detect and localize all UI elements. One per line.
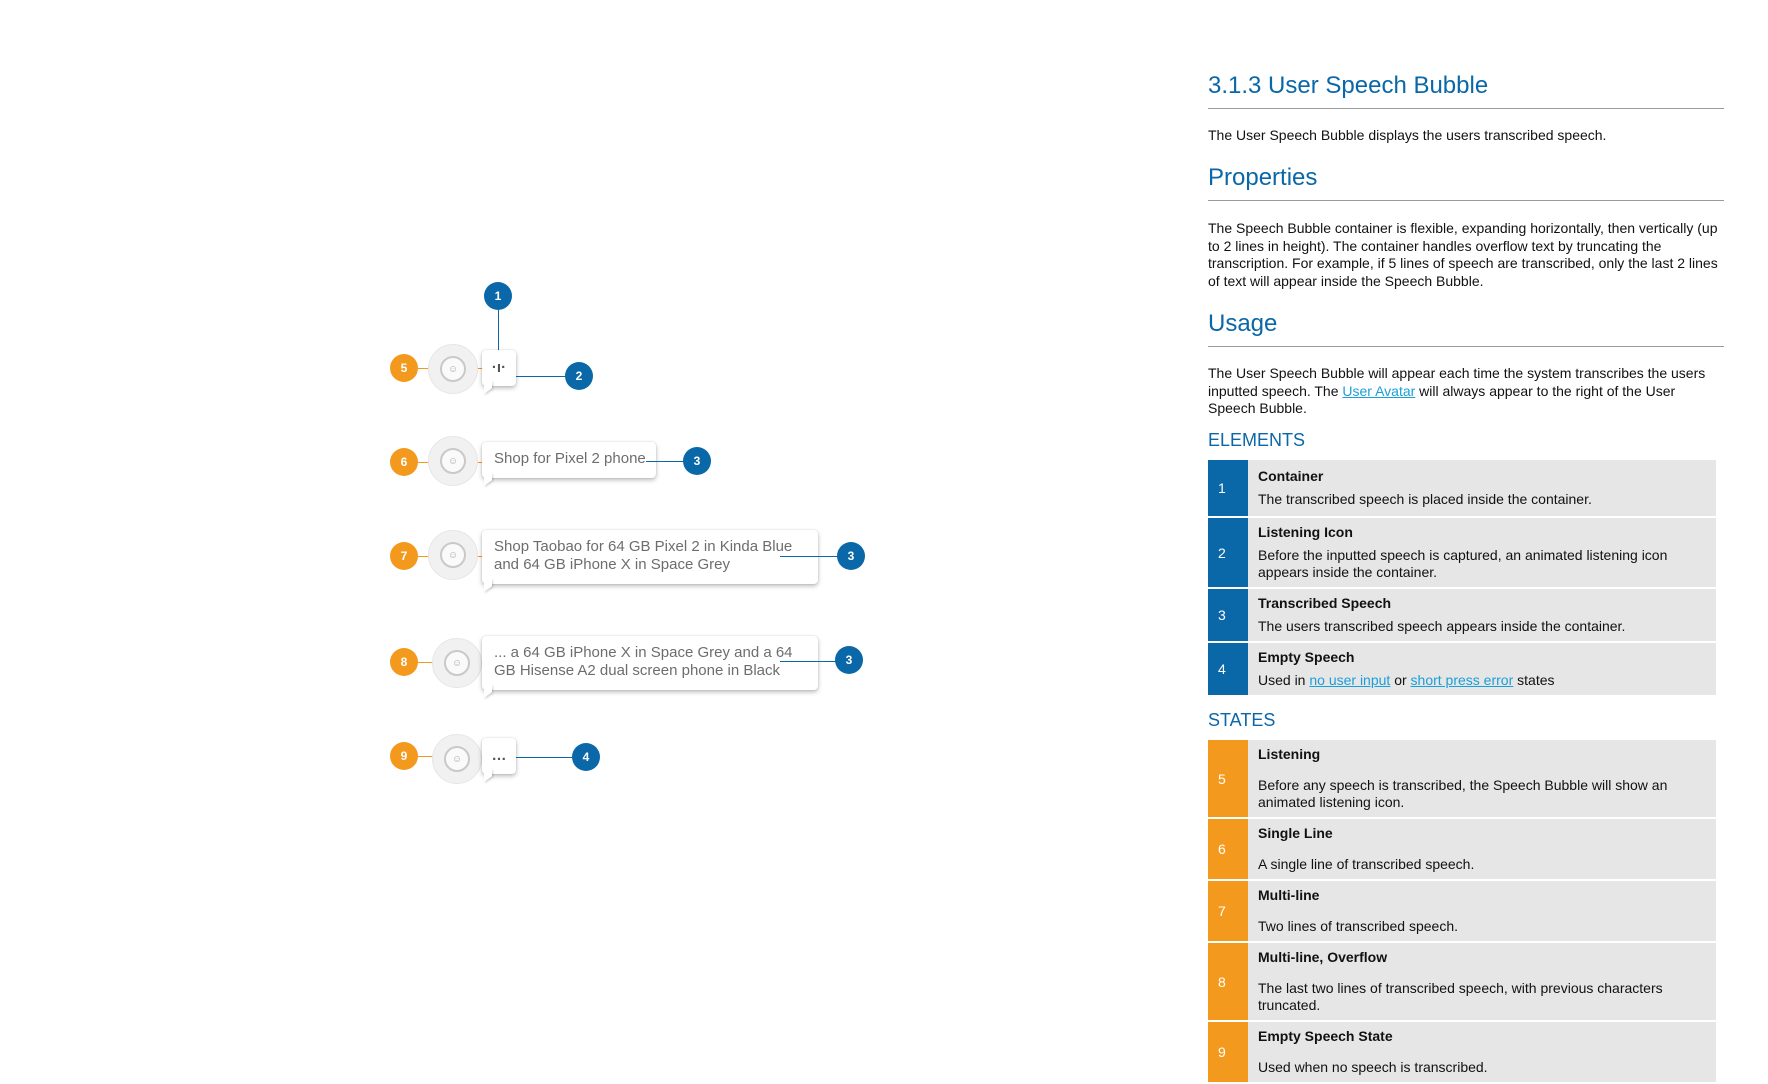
- element-desc: [1258, 672, 1706, 689]
- state-title: Multi-line, Overflow: [1258, 949, 1388, 965]
- callout-badge-6: 6: [390, 448, 418, 476]
- table-row: [1208, 1021, 1716, 1083]
- state-desc: Used when no speech is transcribed.: [1258, 1059, 1488, 1075]
- state-cell: [1248, 740, 1716, 818]
- section-title: 3.1.3 User Speech Bubble: [1208, 72, 1724, 109]
- states-table: [1208, 740, 1716, 1084]
- element-desc: Before the inputted speech is captured, an animated listening icon appears inside the container.: [1258, 547, 1668, 580]
- user-avatar: [428, 436, 478, 486]
- table-row: [1208, 818, 1716, 880]
- avatar-face-icon: ☺: [444, 746, 470, 772]
- user-avatar: [428, 530, 478, 580]
- callout-badge-4: 4: [572, 743, 600, 771]
- callout-line-3c: [780, 661, 836, 662]
- table-row: [1208, 460, 1716, 517]
- user-avatar: [432, 638, 482, 688]
- table-row: [1208, 642, 1716, 696]
- callout-badge-1: 1: [484, 282, 512, 310]
- avatar-face-icon: ☺: [440, 542, 466, 568]
- desc-part: Used in: [1258, 672, 1310, 688]
- properties-heading: Properties: [1208, 164, 1724, 201]
- state-desc: The last two lines of transcribed speech, with previous characters truncated.: [1258, 980, 1663, 1013]
- state-number: 6: [1208, 818, 1248, 880]
- empty-speech-bubble: [482, 738, 516, 774]
- table-row: [1208, 588, 1716, 642]
- elements-heading: ELEMENTS: [1208, 430, 1306, 450]
- table-row: [1208, 942, 1716, 1021]
- usage-text-part: The User Speech Bubble will appear each time the system transcribes the users inputted speech. The: [1208, 365, 1706, 399]
- ellipsis-icon: …: [491, 747, 507, 764]
- callout-badge-8: 8: [390, 648, 418, 676]
- user-avatar: [428, 344, 478, 394]
- listening-icon: ·ı·: [491, 359, 507, 376]
- short-press-error-link[interactable]: short press error: [1410, 672, 1514, 688]
- overflow-bubble: [482, 636, 818, 690]
- state-number: 9: [1208, 1021, 1248, 1083]
- element-number: 2: [1208, 517, 1248, 588]
- element-number: 1: [1208, 460, 1248, 517]
- state-desc: Before any speech is transcribed, the Speech Bubble will show an animated listening icon.: [1258, 777, 1668, 810]
- states-heading: STATES: [1208, 710, 1276, 730]
- state-cell: [1248, 1021, 1716, 1083]
- callout-line-2: [516, 376, 566, 377]
- state-title: Empty Speech State: [1258, 1028, 1393, 1044]
- intro-text: The User Speech Bubble displays the users transcribed speech.: [1208, 127, 1607, 143]
- usage-text: [1208, 365, 1720, 418]
- element-desc: The transcribed speech is placed inside the container.: [1258, 491, 1592, 507]
- desc-part: states: [1513, 672, 1555, 688]
- state-cell: [1248, 942, 1716, 1021]
- state-number: 5: [1208, 740, 1248, 818]
- element-title: Empty Speech: [1258, 649, 1355, 665]
- state-number: 8: [1208, 942, 1248, 1021]
- element-desc: The users transcribed speech appears inside the container.: [1258, 618, 1626, 634]
- desc-part: or: [1390, 672, 1411, 688]
- element-cell: [1248, 517, 1716, 588]
- table-row: [1208, 517, 1716, 588]
- callout-badge-2: 2: [565, 362, 593, 390]
- callout-line-4: [516, 757, 574, 758]
- element-cell: [1248, 460, 1716, 517]
- properties-text: The Speech Bubble container is flexible, expanding horizontally, then vertically (up to 2 lines in height). The container handles overflow text by truncating the transcription. For example, if 5 lines of speech are transcribed, only the last 2 lines of text will appear inside the Speech Bubble.: [1208, 220, 1718, 289]
- avatar-face-icon: ☺: [440, 448, 466, 474]
- transcribed-speech: Shop Taobao for 64 GB Pixel 2 in Kinda Blue and 64 GB iPhone X in Space Grey: [494, 538, 793, 573]
- callout-badge-3: 3: [837, 542, 865, 570]
- user-avatar-link[interactable]: User Avatar: [1342, 382, 1416, 399]
- state-title: Single Line: [1258, 825, 1333, 841]
- element-title: Container: [1258, 468, 1324, 484]
- no-user-input-link[interactable]: no user input: [1309, 672, 1391, 688]
- table-row: [1208, 880, 1716, 942]
- callout-badge-5: 5: [390, 354, 418, 382]
- elements-table: [1208, 460, 1716, 697]
- table-row: [1208, 740, 1716, 818]
- multi-line-bubble: [482, 530, 818, 584]
- usage-text-part: will always appear to the right of the User Speech Bubble.: [1208, 382, 1676, 416]
- state-desc: A single line of transcribed speech.: [1258, 856, 1475, 872]
- element-cell: [1248, 588, 1716, 642]
- element-number: 3: [1208, 588, 1248, 642]
- element-number: 4: [1208, 642, 1248, 696]
- callout-line-3a: [646, 461, 684, 462]
- callout-badge-9: 9: [390, 742, 418, 770]
- state-cell: [1248, 880, 1716, 942]
- usage-heading: Usage: [1208, 310, 1724, 347]
- avatar-face-icon: ☺: [440, 356, 466, 382]
- state-title: Listening: [1258, 746, 1321, 762]
- callout-line-1: [498, 310, 499, 350]
- state-title: Multi-line: [1258, 887, 1320, 903]
- element-cell: [1248, 642, 1716, 696]
- callout-badge-7: 7: [390, 542, 418, 570]
- transcribed-speech: ... a 64 GB iPhone X in Space Grey and a 64 GB Hisense A2 dual screen phone in Black: [494, 644, 793, 679]
- state-number: 7: [1208, 880, 1248, 942]
- single-line-bubble: [482, 442, 656, 478]
- element-title: Transcribed Speech: [1258, 595, 1392, 611]
- callout-badge-3: 3: [835, 646, 863, 674]
- element-title: Listening Icon: [1258, 524, 1353, 540]
- callout-line-3b: [780, 556, 838, 557]
- listening-bubble: [482, 350, 516, 386]
- callout-badge-3: 3: [683, 447, 711, 475]
- state-cell: [1248, 818, 1716, 880]
- avatar-face-icon: ☺: [444, 650, 470, 676]
- user-avatar: [432, 734, 482, 784]
- transcribed-speech: Shop for Pixel 2 phone: [494, 450, 646, 467]
- state-desc: Two lines of transcribed speech.: [1258, 918, 1458, 934]
